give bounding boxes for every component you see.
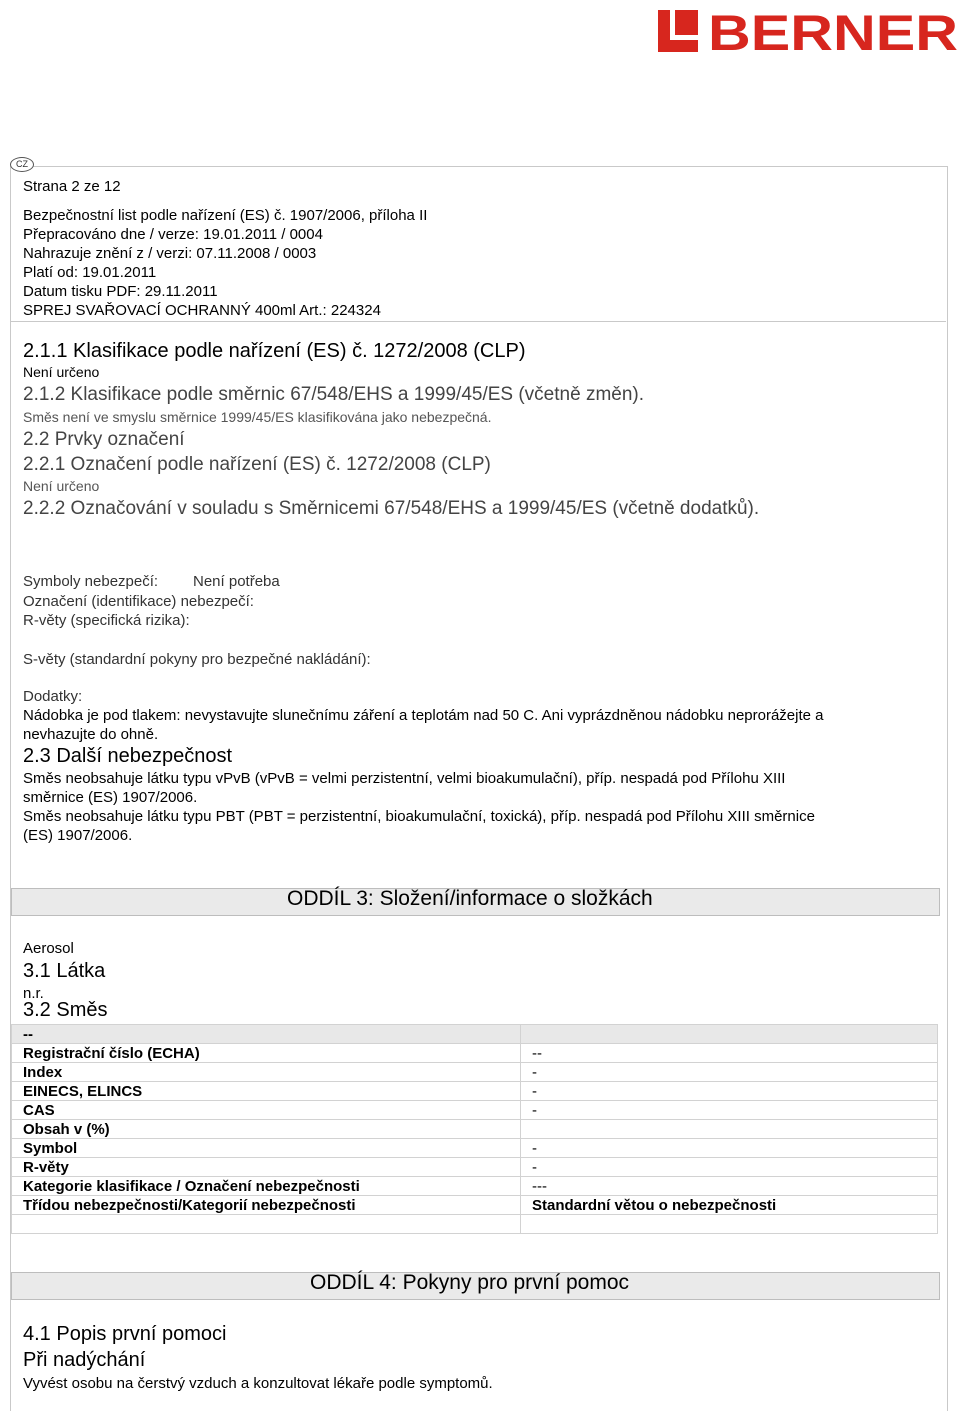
heading-2-2: 2.2 Prvky označení	[23, 429, 185, 450]
header-divider	[11, 321, 946, 322]
supplements-text-1: Nádobka je pod tlakem: nevystavujte slunečnímu záření a teplotám nad 50 C. Ani vyprázdněnou nádobku neprorážejte a	[23, 707, 824, 724]
table-cell: Standardní větou o nebezpečnosti	[521, 1196, 938, 1215]
section-4-title: ODDÍL 4: Pokyny pro první pomoc	[310, 1271, 630, 1294]
heading-2-1-2: 2.1.2 Klasifikace podle směrnic 67/548/EHS a 1999/45/ES (včetně změn).	[23, 384, 645, 405]
table-row	[12, 1158, 938, 1177]
table-row	[12, 1044, 938, 1063]
table-cell: CAS	[12, 1101, 521, 1120]
table-cell	[521, 1120, 938, 1139]
language-badge: CZ	[10, 157, 34, 172]
replaces-line: Nahrazuje znění z / verzi: 07.11.2008 / 0003	[23, 245, 317, 262]
composition-table	[11, 1024, 938, 1234]
table-cell: Index	[12, 1063, 521, 1082]
table-cell: Kategorie klasifikace / Označení nebezpečnosti	[12, 1177, 521, 1196]
s-phrases-label: S-věty (standardní pokyny pro bezpečné nakládání):	[23, 651, 371, 668]
table-row	[12, 1063, 938, 1082]
table-cell: ---	[521, 1177, 938, 1196]
table-row	[12, 1101, 938, 1120]
table-cell: -	[521, 1158, 938, 1177]
berner-logo	[658, 6, 960, 54]
heading-2-1-1: 2.1.1 Klasifikace podle nařízení (ES) č. 1272/2008 (CLP)	[23, 340, 526, 362]
heading-3-2: 3.2 Směs	[23, 999, 108, 1021]
heading-4-1: 4.1 Popis první pomoci	[23, 1323, 227, 1345]
table-cell: Symbol	[12, 1139, 521, 1158]
pbt-text-2: (ES) 1907/2006.	[23, 827, 133, 844]
table-cell: -	[521, 1082, 938, 1101]
r-phrases-label: R-věty (specifická rizika):	[23, 612, 190, 629]
table-cell: --	[12, 1025, 521, 1044]
inhalation-text: Vyvést osobu na čerstvý vzduch a konzultovat lékaře podle symptomů.	[23, 1375, 493, 1392]
hazard-id-label: Označení (identifikace) nebezpečí:	[23, 593, 254, 610]
inhalation-heading: Při nadýchání	[23, 1349, 146, 1371]
symbols-value: Není potřeba	[193, 573, 280, 590]
heading-3-1: 3.1 Látka	[23, 960, 106, 982]
heading-2-2-1: 2.2.1 Označení podle nařízení (ES) č. 1272/2008 (CLP)	[23, 454, 491, 475]
table-cell: Obsah v (%)	[12, 1120, 521, 1139]
regulation-line: Bezpečnostní list podle nařízení (ES) č. 1907/2006, příloha II	[23, 207, 428, 224]
pbt-text-1: Směs neobsahuje látku typu PBT (PBT = perzistentní, bioakumulační, toxická), příp. nespadá pod Přílohu XIII směrnice	[23, 808, 815, 825]
table-cell	[521, 1215, 938, 1234]
table-row	[12, 1196, 938, 1215]
table-row	[12, 1139, 938, 1158]
table-cell: --	[521, 1044, 938, 1063]
valid-from-line: Platí od: 19.01.2011	[23, 264, 157, 281]
aerosol-label: Aerosol	[23, 940, 74, 957]
table-cell: Registrační číslo (ECHA)	[12, 1044, 521, 1063]
heading-2-2-2: 2.2.2 Označování v souladu s Směrnicemi 67/548/EHS a 1999/45/ES (včetně dodatků).	[23, 498, 760, 519]
table-row	[12, 1082, 938, 1101]
table-cell	[521, 1025, 938, 1044]
table-cell: -	[521, 1101, 938, 1120]
supplements-text-2: nevhazujte do ohně.	[23, 726, 159, 743]
pdf-date-line: Datum tisku PDF: 29.11.2011	[23, 283, 218, 300]
table-row	[12, 1025, 938, 1044]
table-cell: Třídou nebezpečnosti/Kategorií nebezpečnosti	[12, 1196, 521, 1215]
value-2-1-2: Směs není ve smyslu směrnice 1999/45/ES klasifikována jako nebezpečná.	[23, 409, 492, 425]
symbols-label: Symboly nebezpečí:	[23, 573, 159, 590]
supplements-label: Dodatky:	[23, 688, 83, 705]
table-cell	[12, 1215, 521, 1234]
table-cell: R-věty	[12, 1158, 521, 1177]
revised-line: Přepracováno dne / verze: 19.01.2011 / 0004	[23, 226, 323, 243]
table-cell: -	[521, 1063, 938, 1082]
page-number: Strana 2 ze 12	[23, 178, 121, 195]
value-2-1-1: Není určeno	[23, 364, 100, 380]
section-3-bar	[11, 888, 940, 916]
table-row	[12, 1215, 938, 1234]
section-3-title: ODDÍL 3: Složení/informace o složkách	[287, 887, 653, 910]
table-row	[12, 1120, 938, 1139]
value-3-1: n.r.	[23, 985, 44, 1002]
value-2-2-1: Není určeno	[23, 478, 100, 494]
table-row	[12, 1177, 938, 1196]
table-cell: EINECS, ELINCS	[12, 1082, 521, 1101]
heading-2-3: 2.3 Další nebezpečnost	[23, 745, 233, 767]
vpvb-text-1: Směs neobsahuje látku typu vPvB (vPvB = velmi perzistentní, velmi bioakumulační), příp. nespadá pod Přílohu XIII	[23, 770, 786, 787]
vpvb-text-2: směrnice (ES) 1907/2006.	[23, 789, 198, 806]
section-4-bar	[11, 1272, 940, 1300]
product-line: SPREJ SVAŘOVACÍ OCHRANNÝ 400ml Art.: 224324	[23, 302, 381, 319]
svg-text:BERNER: BERNER	[708, 6, 958, 54]
table-cell: -	[521, 1139, 938, 1158]
